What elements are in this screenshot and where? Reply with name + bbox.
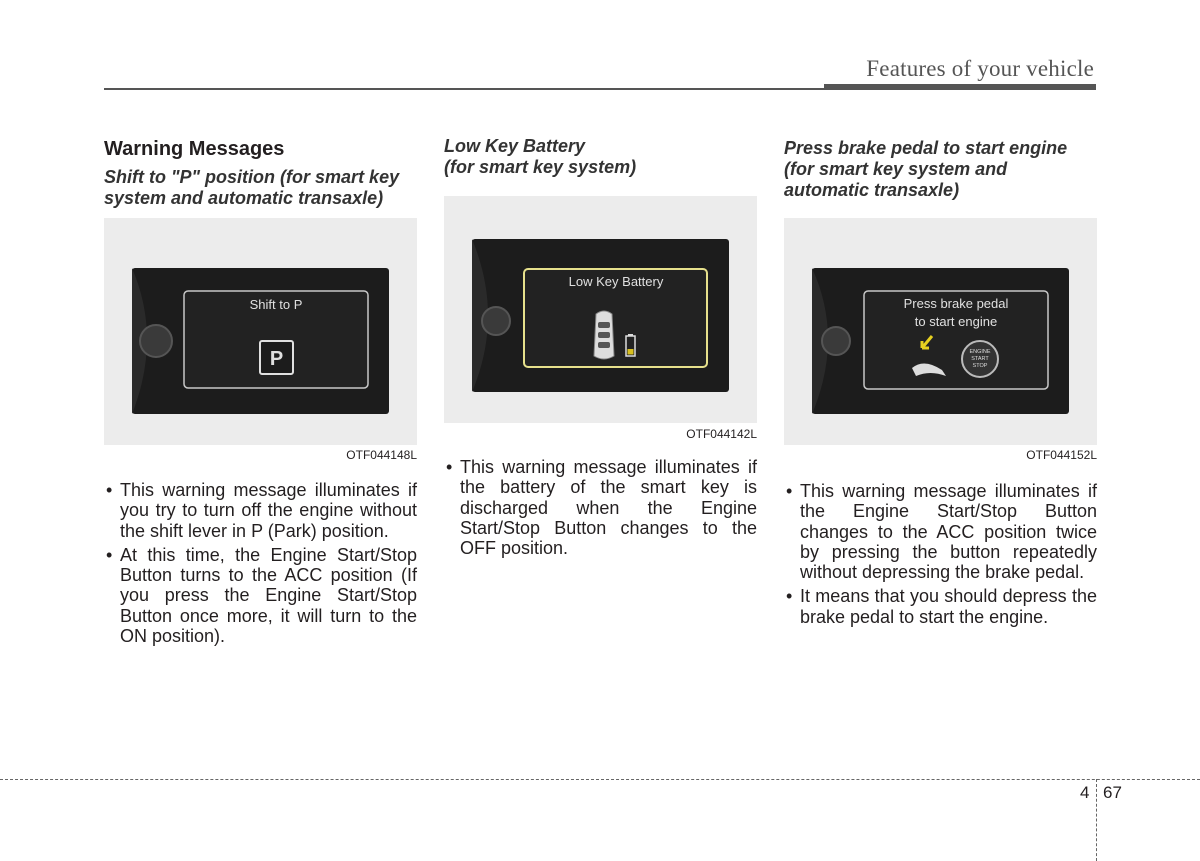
column-press-brake (784, 138, 1097, 201)
lcd-message-text: Shift to P (249, 297, 303, 312)
cluster-figure-shift-to-p (104, 218, 417, 445)
bullet-list (444, 457, 757, 562)
header-rule-accent (824, 84, 1096, 90)
cluster-figure-press-brake (784, 218, 1097, 445)
figure-code: OTF044152L (1026, 448, 1097, 462)
list-item: • This warning message illuminates if the battery of the smart key is discharged when the Engine Start/Stop Button changes to the OFF position. (444, 457, 757, 558)
lcd-message-line1: Press brake pedal (903, 296, 1009, 311)
list-item: • It means that you should depress the brake pedal to start the engine. (784, 586, 1097, 627)
gear-indicator-icon (482, 307, 510, 335)
engine-start-stop-button-icon (962, 341, 998, 377)
figure-code: OTF044148L (346, 448, 417, 462)
list-item: • This warning message illuminates if the Engine Start/Stop Button changes to the ACC position twice by pressing the button repeatedly without depressing the brake pedal. (784, 481, 1097, 582)
page-number: 67 (1103, 783, 1122, 802)
bullet-list (784, 481, 1097, 631)
bullet-list (104, 480, 417, 650)
smart-key-icon (594, 311, 614, 359)
footer-divider (1096, 779, 1097, 861)
list-item: • This warning message illuminates if you try to turn off the engine without the shift lever in P (Park) position. (104, 480, 417, 541)
lcd-message-text: Low Key Battery (568, 274, 664, 289)
column-low-key-battery (444, 136, 757, 178)
column-shift-to-p (104, 138, 417, 209)
p-gear-letter: P (269, 348, 284, 370)
button-label-line1: ENGINE (969, 349, 991, 355)
figure-code: OTF044142L (686, 427, 757, 441)
gear-indicator-icon (140, 325, 172, 357)
lcd-message-line2: to start engine (914, 314, 998, 329)
subheading: Shift to "P" position (for smart key system and automatic transaxle) (104, 167, 400, 208)
footer-rule (0, 779, 1200, 780)
gear-indicator-icon (822, 327, 850, 355)
header-rule (104, 88, 824, 90)
chapter-number: 4 (1080, 783, 1090, 802)
subheading-line2: (for smart key system) (444, 157, 637, 177)
button-label-line3: STOP (972, 363, 988, 369)
button-label-line2: START (971, 356, 989, 362)
list-item: • At this time, the Engine Start/Stop Button turns to the ACC position (If you press the Engine Start/Stop Button once more, it will turn to the ON position). (104, 545, 417, 646)
subheading-line1: Low Key Battery (444, 136, 586, 156)
cluster-figure-low-key-battery (444, 196, 757, 423)
section-title: Warning Messages (104, 138, 285, 160)
running-header: Features of your vehicle (866, 56, 1094, 81)
subheading: Press brake pedal to start engine (for smart key system and automatic transaxle) (784, 138, 1068, 200)
